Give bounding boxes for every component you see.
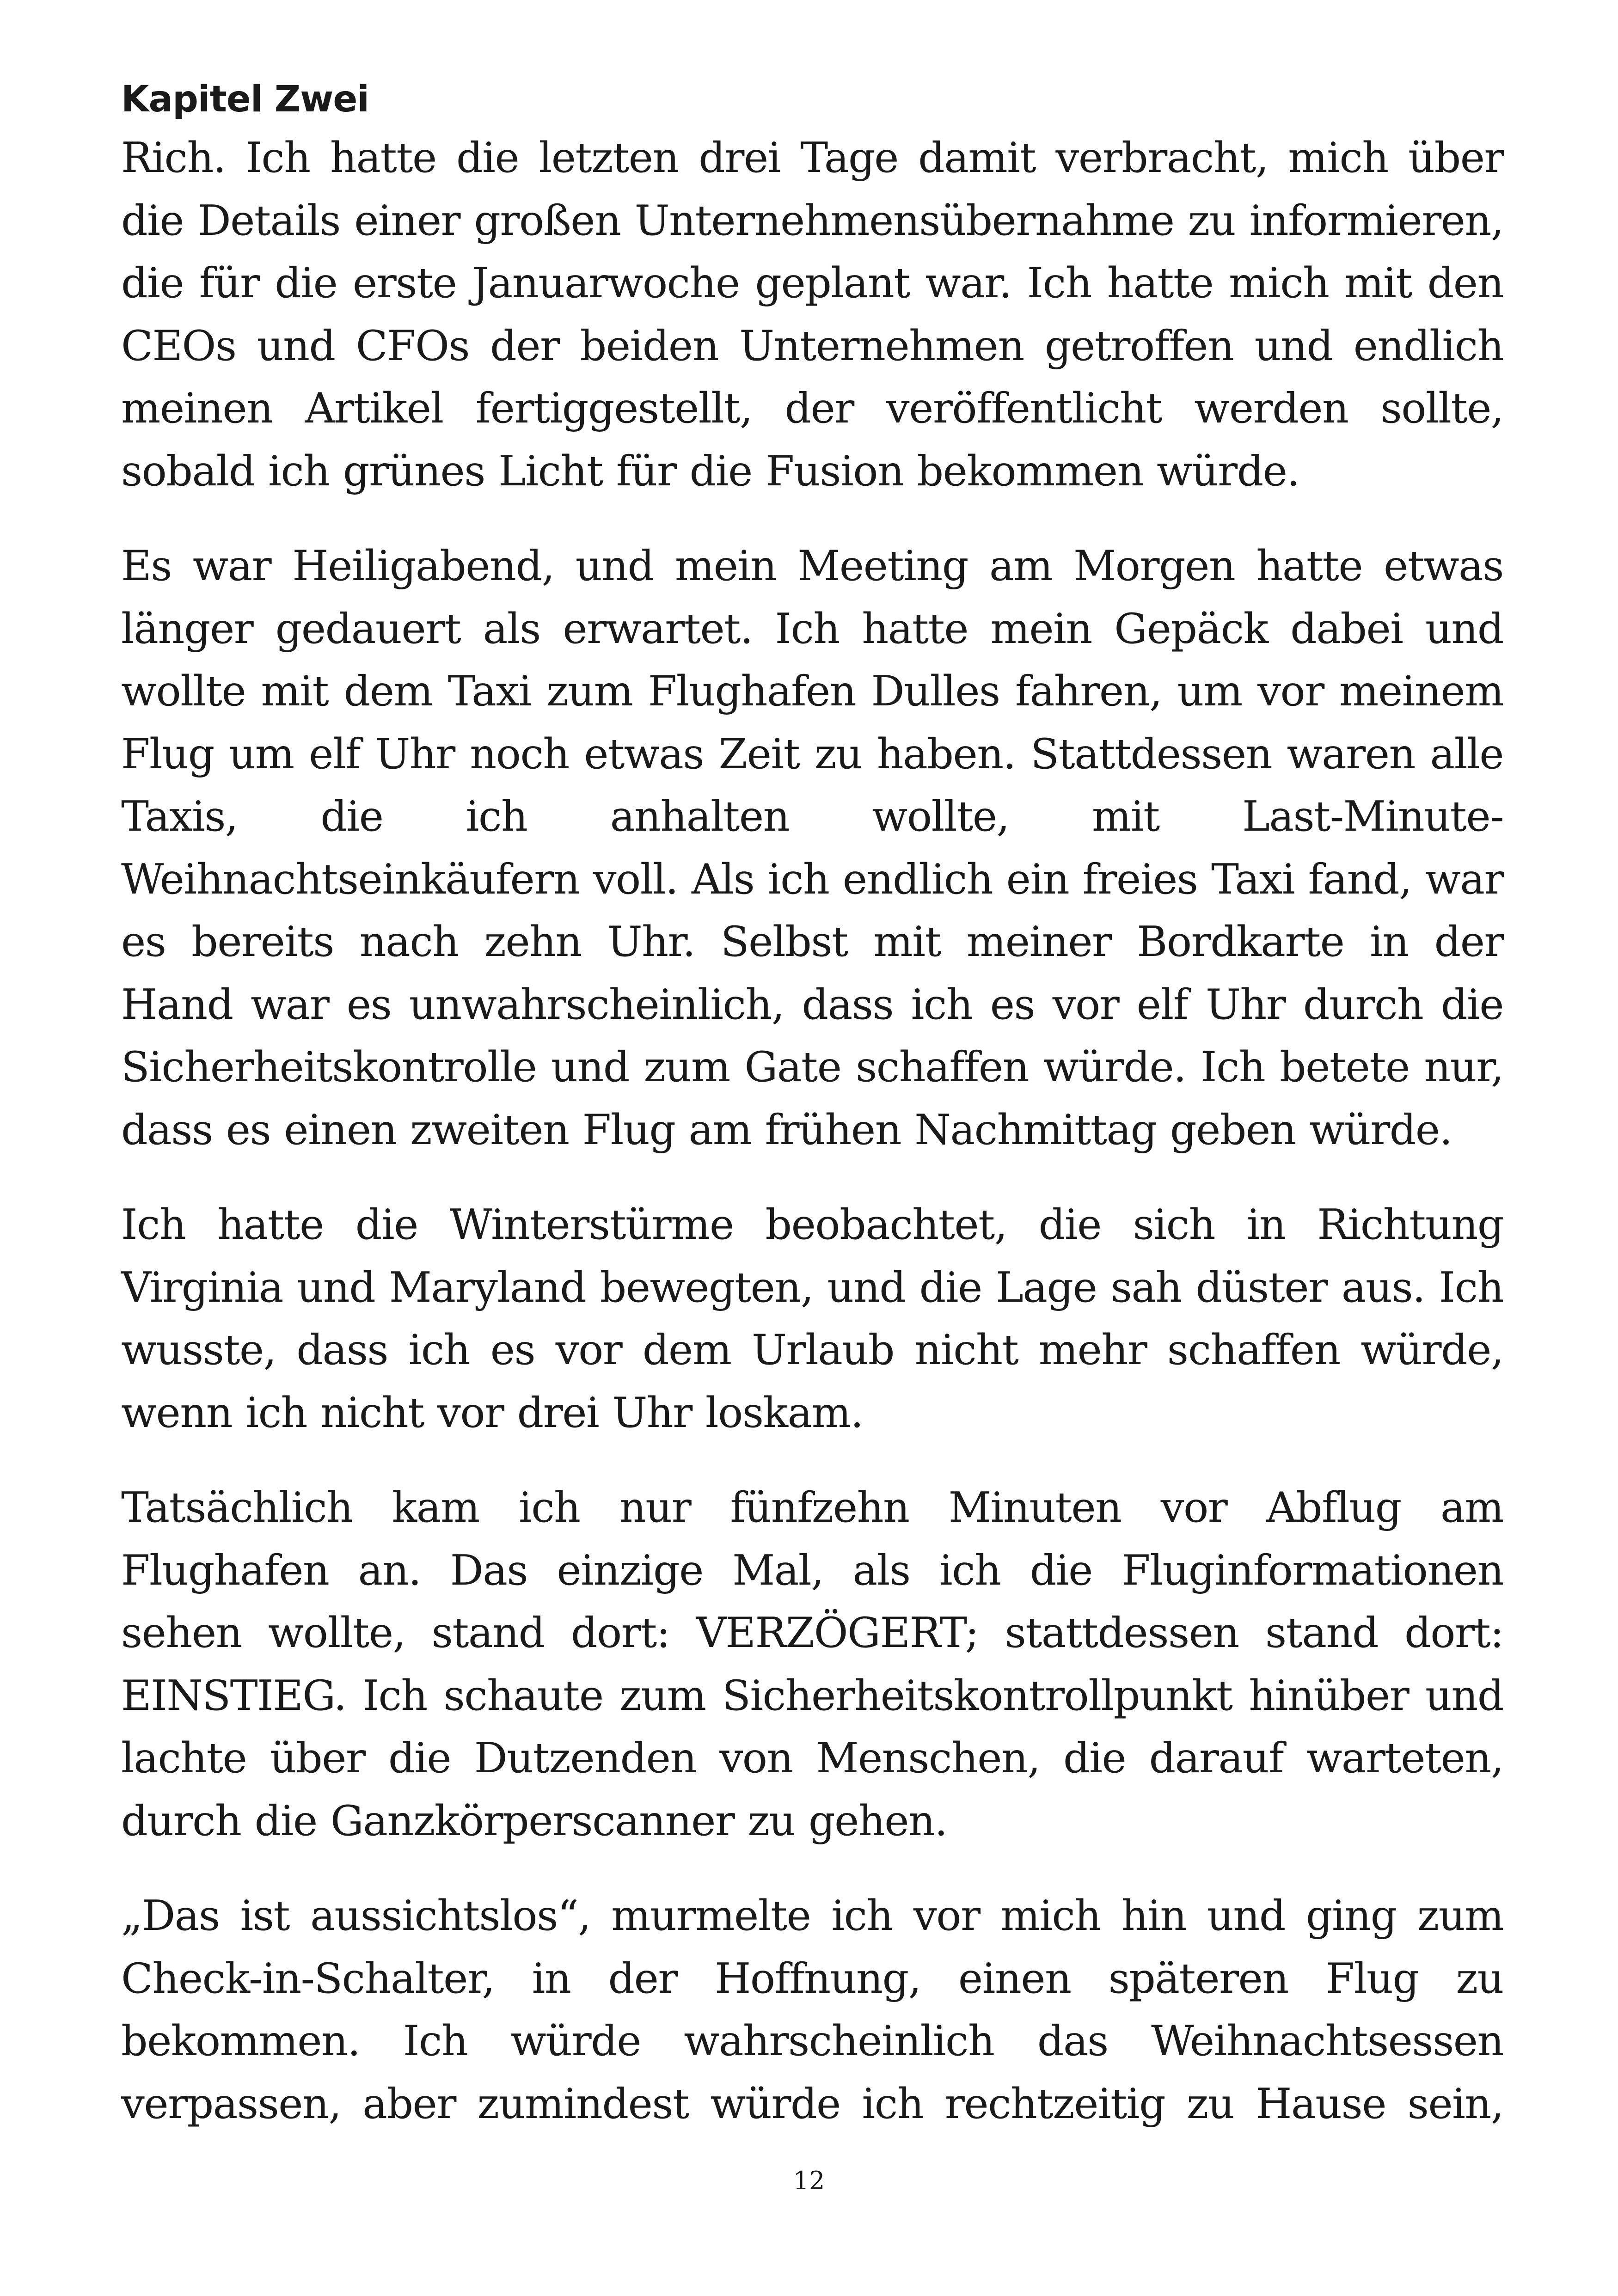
page-text-block [121, 74, 1503, 2135]
paragraph-4: Tatsächlich kam ich nur fünfzehn Minuten vor Abflug am Flughafen an. Das einzige Mal, als ich die Fluginformationen sehen wollte, stand dort: VERZÖGERT; stattdessen stand dort: EINSTIEG. Ich schaute zum Sicherheitskontrollpunkt hinüber und lachte über die Dutzenden von Menschen, die darauf warteten, durch die Ganzkörperscanner zu gehen. [121, 1483, 1503, 1845]
paragraph-3: Ich hatte die Winterstürme beobachtet, die sich in Richtung Virginia und Maryland bewegten, und die Lage sah düster aus. Ich wusste, dass ich es vor dem Urlaub nicht mehr schaffen würde, wenn ich nicht vor drei Uhr loskam. [121, 1200, 1503, 1437]
paragraph-5: „Das ist aussichtslos“, murmelte ich vor mich hin und ging zum Check-in-Schalter, in der Hoffnung, einen späteren Flug zu bekommen. Ich würde wahrscheinlich das Weihnachtsessen verpassen, aber zumindest würde ich rechtzeitig zu Hause sein, [121, 1892, 1503, 2128]
chapter-heading: Kapitel Zwei [121, 79, 369, 120]
paragraph-1: Rich. Ich hatte die letzten drei Tage damit verbracht, mich über die Details einer großen Unternehmensübernahme zu informieren, die für die erste Januarwoche geplant war. Ich hatte mich mit den CEOs und CFOs der beiden Unternehmen getroffen und endlich meinen Artikel fertiggestellt, der veröffentlicht werden sollte, sobald ich grünes Licht für die Fusion bekommen würde. [121, 134, 1503, 496]
paragraph-2: Es war Heiligabend, und mein Meeting am Morgen hatte etwas länger gedauert als erwartet. Ich hatte mein Gepäck dabei und wollte mit dem Taxi zum Flughafen Dulles fahren, um vor meinem Flug um elf Uhr noch etwas Zeit zu haben. Stattdessen waren alle Taxis, die ich anhalten wollte, mit Last-Minute-Weihnachtseinkäufern voll. Als ich endlich ein freies Taxi fand, war es bereits nach zehn Uhr. Selbst mit meiner Bordkarte in der Hand war es unwahrscheinlich, dass ich es vor elf Uhr durch die Sicherheitskontrolle und zum Gate schaffen würde. Ich betete nur, dass es einen zweiten Flug am frühen Nachmittag geben würde. [121, 542, 1503, 1154]
page-number: 12 [793, 2166, 825, 2195]
